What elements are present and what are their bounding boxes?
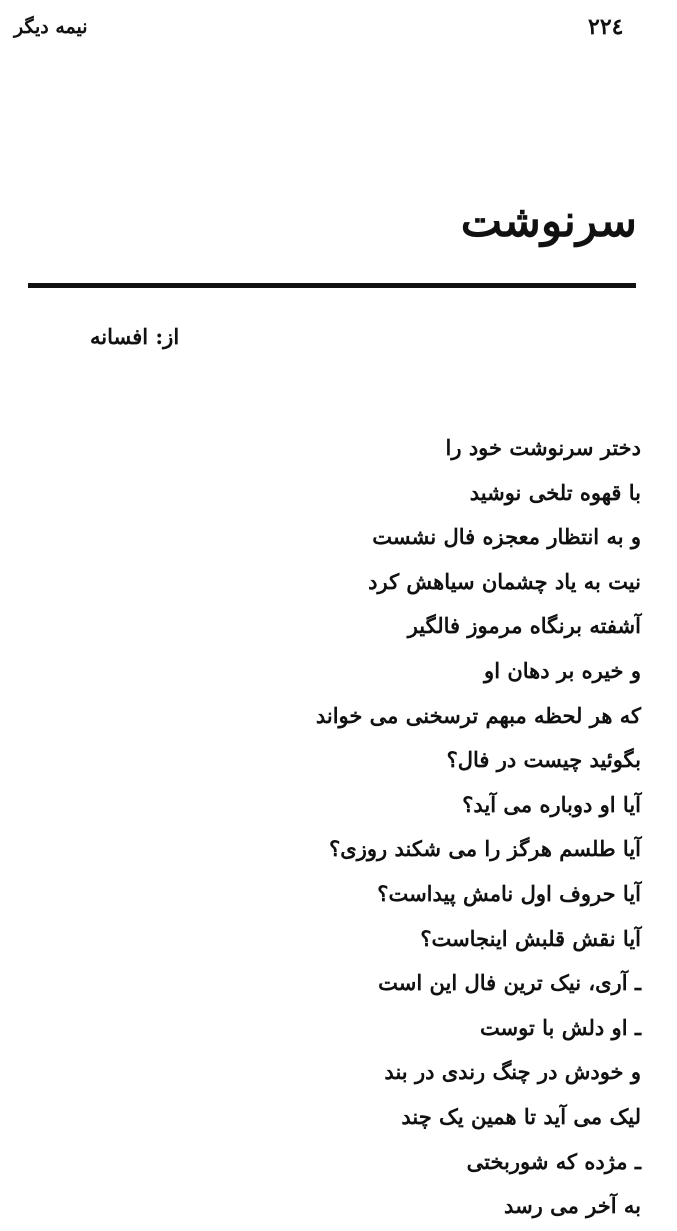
poem-line: نیت به یاد چشمان سیاهش کرد	[368, 568, 641, 594]
poem-line: و به انتظار معجزه فال نشست	[372, 524, 641, 550]
poem-line: آیا حروف اول نامش پیداست؟	[377, 880, 641, 906]
poem-line: آیا نقش قلبش اینجاست؟	[420, 925, 641, 951]
running-title: نیمه دیگر	[14, 16, 88, 38]
poem-line: و خیره بر دهان او	[484, 657, 641, 683]
poem-line: بگوئید چیست در فال؟	[446, 747, 641, 773]
author-line: از: افسانه	[90, 324, 180, 349]
poem-line: آیا طلسم هرگز را می شکند روزی؟	[329, 836, 641, 862]
poem-line: به آخر می رسد	[504, 1193, 641, 1219]
poem-line: آیا او دوباره می آید؟	[462, 791, 641, 817]
poem-body	[41, 428, 641, 1231]
title-divider	[28, 283, 636, 288]
poem-line: ـ آری، نیک ترین فال این است	[378, 970, 641, 996]
poem-line: و خودش در چنگ رندی در بند	[384, 1059, 641, 1085]
poem-line: ـ او دلش با توست	[479, 1014, 641, 1040]
poem-line: که هر لحظه مبهم ترسخنی می خواند	[315, 702, 641, 728]
poem-line: آشفته برنگاه مرموز فالگیر	[407, 613, 641, 639]
poem-line: با قهوه تلخی نوشید	[469, 479, 641, 505]
poem-line: ـ مژده که شوربختی	[466, 1148, 641, 1174]
poem-line: دختر سرنوشت خود را	[445, 435, 641, 460]
poem-title: سرنوشت	[460, 196, 637, 247]
poem-line: لیک می آید تا همین یک چند	[401, 1103, 641, 1129]
page-number: ۲۲٤	[588, 14, 624, 40]
